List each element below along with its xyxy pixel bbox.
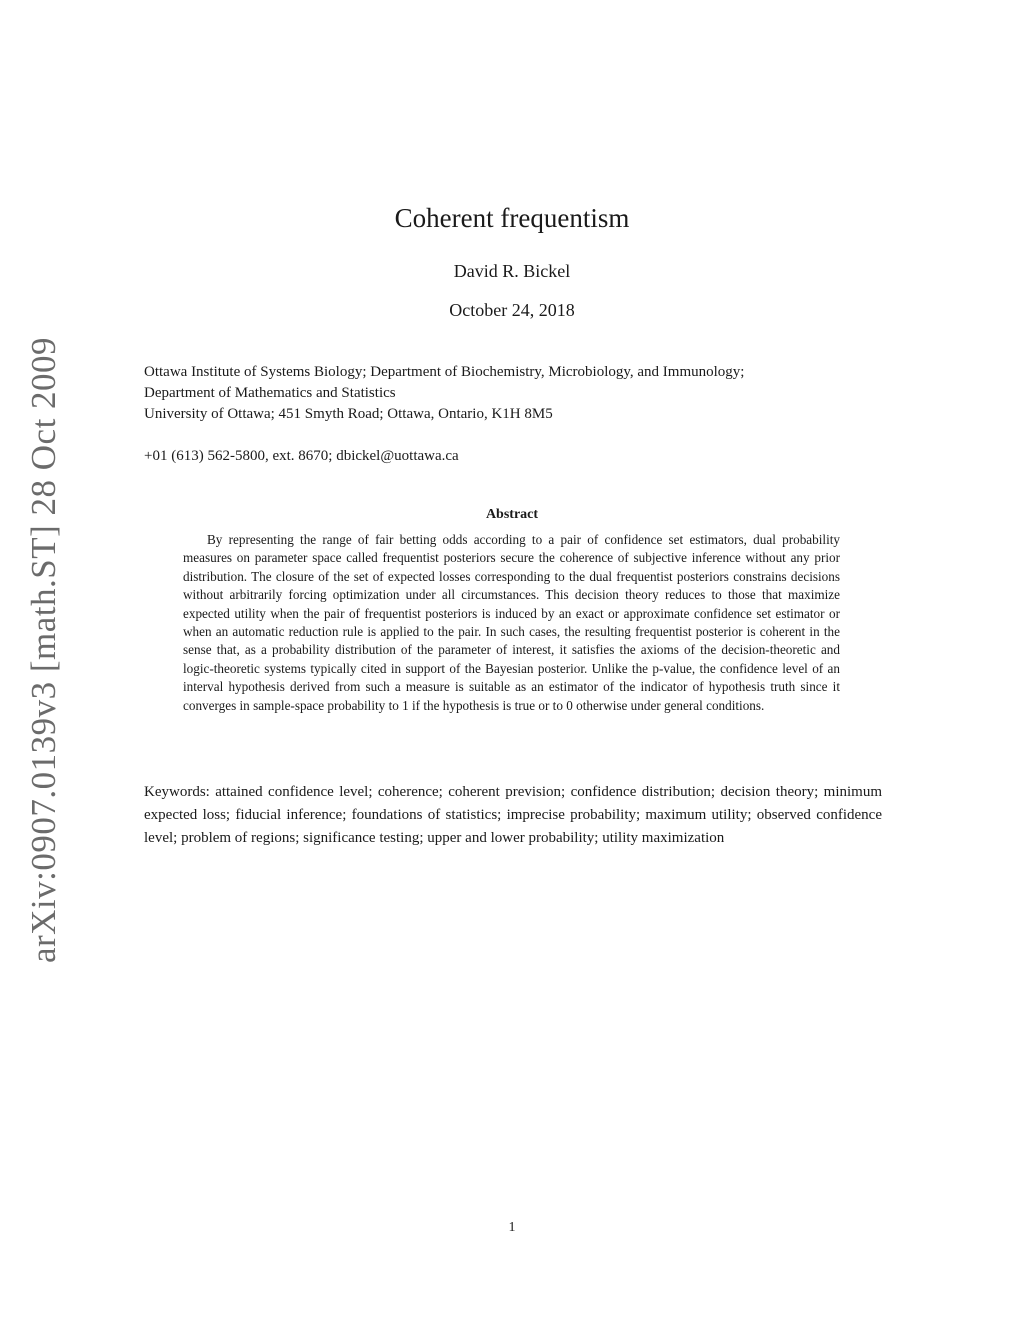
page-number: 1 — [508, 1220, 516, 1235]
affiliation-line: University of Ottawa; 451 Smyth Road; Ottawa, Ontario, K1H 8M5 — [144, 406, 553, 422]
affiliation — [144, 362, 884, 425]
author-name: David R. Bickel — [453, 261, 571, 281]
abstract-body: By representing the range of fair betting odds according to a pair of confidence set estimators, dual probability measures on parameter space called frequentist posteriors secure the coherence of subjective inference without any prior distribution. The closure of the set of expected losses corresponding to the dual frequentist posteriors constrains decisions without arbitrarily forcing optimization under all circumstances. This decision theory reduces to those that maximize expected utility when the pair of frequentist posteriors is induced by an exact or approximate confidence set estimator or when an automatic reduction rule is applied to the pair. In such cases, the resulting frequentist posterior is coherent in the sense that, as a probability distribution of the parameter of interest, it satisfies the axioms of the decision-theoretic and logic-theoretic systems typically cited in support of the Bayesian posterior. Unlike the p-value, the confidence level of an interval hypothesis derived from such a measure is suitable as an estimator of the indicator of hypothesis truth since it converges in sample-space probability to 1 if the hypothesis is true or to 0 otherwise under general conditions. — [183, 532, 840, 713]
abstract-heading: Abstract — [485, 507, 539, 522]
contact-info: +01 (613) 562-5800, ext. 8670; dbickel@uottawa.ca — [144, 448, 459, 464]
arxiv-stamp-text: arXiv:0907.0139v3 [math.ST] 28 Oct 2009 — [24, 336, 63, 964]
affiliation-line: Ottawa Institute of Systems Biology; Department of Biochemistry, Microbiology, and Immunology; — [144, 364, 745, 380]
keywords: Keywords: attained confidence level; coherence; coherent prevision; confidence distribution; decision theory; minimum expected loss; fiducial inference; foundations of statistics; imprecise probability; maximum utility; observed confidence level; problem of regions; significance testing; upper and lower probability; utility maximization — [144, 784, 882, 846]
affiliation-line: Department of Mathematics and Statistics — [144, 385, 396, 401]
arxiv-stamp — [14, 336, 74, 964]
paper-title: Coherent frequentism — [394, 203, 630, 233]
paper-date: October 24, 2018 — [449, 300, 575, 320]
